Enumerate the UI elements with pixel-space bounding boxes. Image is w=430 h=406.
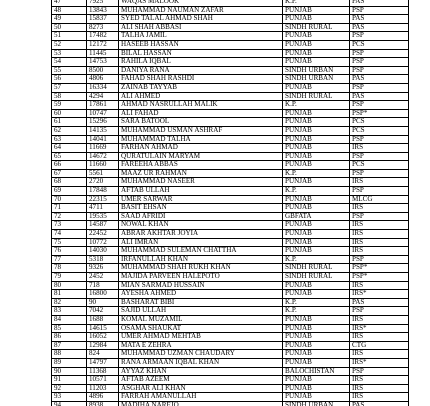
roll-number-cell: 14753 [87, 58, 119, 67]
candidate-name-cell: MAAZ UR RAHMAN [119, 169, 283, 178]
candidate-name-cell: UMER AHMAD MEHTAB [119, 333, 283, 342]
table-row [52, 144, 409, 153]
candidate-name-cell: ZAINAB TAYYAB [119, 83, 283, 92]
serial-number-cell: 57 [52, 83, 87, 92]
domicile-cell: SINDH URBAN [283, 401, 350, 406]
serial-number-cell: 88 [52, 350, 87, 359]
serial-number-cell: 63 [52, 135, 87, 144]
candidate-name-cell: MUHAMMAD SHAH RUKH KHAN [119, 264, 283, 273]
allocated-group-cell: PSP [350, 49, 409, 58]
table-row [52, 273, 409, 282]
candidate-name-cell: DANIYA RANA [119, 66, 283, 75]
allocated-group-cell: MLCG [350, 195, 409, 204]
table-row [52, 324, 409, 333]
allocated-group-cell: PSP [350, 212, 409, 221]
allocated-group-cell: IRS [350, 350, 409, 359]
candidate-name-cell: QURATULAIN MARYAM [119, 152, 283, 161]
table-row [52, 333, 409, 342]
roll-number-cell: 17482 [87, 32, 119, 41]
roll-number-cell: 4896 [87, 393, 119, 402]
table-row [52, 152, 409, 161]
roll-number-cell: 12172 [87, 40, 119, 49]
table-row [52, 376, 409, 385]
roll-number-cell: 17848 [87, 187, 119, 196]
allocated-group-cell: IRS [350, 247, 409, 256]
allocated-group-cell: IRS [350, 393, 409, 402]
allocated-group-cell: IRS [350, 178, 409, 187]
domicile-cell: PUNJAB [283, 135, 350, 144]
serial-number-cell: 50 [52, 23, 87, 32]
table-row [52, 6, 409, 15]
table-row [52, 401, 409, 406]
serial-number-cell: 80 [52, 281, 87, 290]
candidate-name-cell: SYED TALAL AHMAD SHAH [119, 15, 283, 24]
table-row [52, 384, 409, 393]
candidate-name-cell: SAAD AFRIDI [119, 212, 283, 221]
serial-number-cell: 83 [52, 307, 87, 316]
roll-number-cell: 14797 [87, 358, 119, 367]
roll-number-cell: 16052 [87, 333, 119, 342]
roll-number-cell: 2452 [87, 273, 119, 282]
table-row [52, 307, 409, 316]
table-row [52, 255, 409, 264]
domicile-cell: K.P. [283, 298, 350, 307]
domicile-cell: PUNJAB [283, 358, 350, 367]
table-row [52, 393, 409, 402]
domicile-cell: PUNJAB [283, 230, 350, 239]
allocated-group-cell: PSP [350, 135, 409, 144]
domicile-cell: PUNJAB [283, 32, 350, 41]
serial-number-cell: 93 [52, 393, 87, 402]
candidate-name-cell: ALI IMRAN [119, 238, 283, 247]
allocated-group-cell: IRS [350, 281, 409, 290]
roll-number-cell: 13843 [87, 6, 119, 15]
candidate-name-cell: RAHILA IQBAL [119, 58, 283, 67]
domicile-cell: K.P. [283, 307, 350, 316]
candidate-name-cell: MUHAMMAD SULEMAN CHATTHA [119, 247, 283, 256]
candidate-name-cell: AHMAD NASRULLAH MALIK [119, 101, 283, 110]
candidate-name-cell: IRFANULLAH KHAN [119, 255, 283, 264]
allocated-group-cell: PAS [350, 75, 409, 84]
roll-number-cell: 14030 [87, 247, 119, 256]
candidate-name-cell: AFTAB AZEEM [119, 376, 283, 385]
table-row [52, 264, 409, 273]
table-row [52, 49, 409, 58]
serial-number-cell: 86 [52, 333, 87, 342]
domicile-cell: PUNJAB [283, 83, 350, 92]
serial-number-cell: 52 [52, 40, 87, 49]
roll-number-cell: 824 [87, 350, 119, 359]
serial-number-cell: 90 [52, 367, 87, 376]
serial-number-cell: 73 [52, 221, 87, 230]
roll-number-cell: 2720 [87, 178, 119, 187]
roll-number-cell: 7042 [87, 307, 119, 316]
serial-number-cell: 71 [52, 204, 87, 213]
domicile-cell: K.P. [283, 255, 350, 264]
allocated-group-cell: IRS [350, 315, 409, 324]
allocated-group-cell: PCS [350, 40, 409, 49]
allocated-group-cell: PSP [350, 152, 409, 161]
table-row [52, 230, 409, 239]
domicile-cell: PUNJAB [283, 324, 350, 333]
roll-number-cell: 10747 [87, 109, 119, 118]
candidate-name-cell: MAJIDA PARVEEN HALEPOTO [119, 273, 283, 282]
allocated-group-cell: PSP [350, 307, 409, 316]
roll-number-cell: 11669 [87, 144, 119, 153]
candidate-name-cell: AYESHA AHMED [119, 290, 283, 299]
allocated-group-cell: PSP* [350, 109, 409, 118]
allocated-group-cell: IRS* [350, 290, 409, 299]
results-table [51, 0, 409, 406]
candidate-name-cell: BASHARAT BIBI [119, 298, 283, 307]
candidate-name-cell: MUHAMMAD NASEER [119, 178, 283, 187]
candidate-name-cell: SAJID ULLAH [119, 307, 283, 316]
serial-number-cell: 64 [52, 144, 87, 153]
serial-number-cell: 79 [52, 273, 87, 282]
allocated-group-cell: PCS [350, 118, 409, 127]
domicile-cell: K.P. [283, 169, 350, 178]
domicile-cell: SINDH RURAL [283, 273, 350, 282]
candidate-name-cell: OSAMA SHAUKAT [119, 324, 283, 333]
serial-number-cell: 55 [52, 66, 87, 75]
table-row [52, 135, 409, 144]
candidate-name-cell: ABRAR AKHTAR JOYIA [119, 230, 283, 239]
serial-number-cell: 78 [52, 264, 87, 273]
domicile-cell: PUNJAB [283, 341, 350, 350]
roll-number-cell: 16800 [87, 290, 119, 299]
allocated-group-cell: IRS* [350, 324, 409, 333]
candidate-name-cell: FARHAN AHMAD [119, 144, 283, 153]
results-table-body [52, 0, 409, 406]
serial-number-cell: 65 [52, 152, 87, 161]
table-row [52, 187, 409, 196]
serial-number-cell: 75 [52, 238, 87, 247]
table-row [52, 315, 409, 324]
domicile-cell: PUNJAB [283, 384, 350, 393]
serial-number-cell: 67 [52, 169, 87, 178]
allocated-group-cell: PSP [350, 101, 409, 110]
candidate-name-cell: AFTAB ULLAH [119, 187, 283, 196]
allocated-group-cell: PSP* [350, 273, 409, 282]
domicile-cell: SINDH RURAL [283, 92, 350, 101]
roll-number-cell: 9326 [87, 264, 119, 273]
table-row [52, 66, 409, 75]
roll-number-cell: 11203 [87, 384, 119, 393]
serial-number-cell: 94 [52, 401, 87, 406]
serial-number-cell: 62 [52, 126, 87, 135]
serial-number-cell: 72 [52, 212, 87, 221]
candidate-name-cell: TALHA JAMIL [119, 32, 283, 41]
allocated-group-cell: IRS [350, 230, 409, 239]
table-row [52, 178, 409, 187]
candidate-name-cell: NOWAL KHAN [119, 221, 283, 230]
table-row [52, 238, 409, 247]
allocated-group-cell: PSP [350, 83, 409, 92]
allocated-group-cell: IRS [350, 144, 409, 153]
serial-number-cell: 91 [52, 376, 87, 385]
roll-number-cell: 90 [87, 298, 119, 307]
domicile-cell: PUNJAB [283, 333, 350, 342]
serial-number-cell: 58 [52, 92, 87, 101]
candidate-name-cell: FAREEHA ABBAS [119, 161, 283, 170]
serial-number-cell: 69 [52, 187, 87, 196]
allocated-group-cell: PSP [350, 187, 409, 196]
candidate-name-cell: MUHAMMAD USMAN ASHRAF [119, 126, 283, 135]
domicile-cell: PUNJAB [283, 152, 350, 161]
table-row [52, 40, 409, 49]
domicile-cell: PUNJAB [283, 40, 350, 49]
domicile-cell: PUNJAB [283, 109, 350, 118]
roll-number-cell: 8938 [87, 401, 119, 406]
domicile-cell: PUNJAB [283, 238, 350, 247]
allocated-group-cell: IRS [350, 221, 409, 230]
table-row [52, 221, 409, 230]
roll-number-cell: 22452 [87, 230, 119, 239]
serial-number-cell: 53 [52, 49, 87, 58]
domicile-cell: K.P. [283, 187, 350, 196]
domicile-cell: SINDH RURAL [283, 23, 350, 32]
allocated-group-cell: IRS [350, 384, 409, 393]
allocated-group-cell: PAS [350, 401, 409, 406]
candidate-name-cell: WAQAS MALOOK [119, 0, 283, 6]
candidate-name-cell: FAHAD SHAH RASHDI [119, 75, 283, 84]
roll-number-cell: 5318 [87, 255, 119, 264]
allocated-group-cell: IRS [350, 238, 409, 247]
roll-number-cell: 10772 [87, 238, 119, 247]
table-row [52, 92, 409, 101]
serial-number-cell: 87 [52, 341, 87, 350]
domicile-cell: PUNJAB [283, 144, 350, 153]
allocated-group-cell: IRS [350, 204, 409, 213]
roll-number-cell: 4294 [87, 92, 119, 101]
domicile-cell: K.P. [283, 0, 350, 6]
serial-number-cell: 68 [52, 178, 87, 187]
candidate-name-cell: MATA E ZEHRA [119, 341, 283, 350]
table-row [52, 298, 409, 307]
allocated-group-cell: PSP [350, 6, 409, 15]
allocated-group-cell: PCS [350, 126, 409, 135]
roll-number-cell: 14587 [87, 221, 119, 230]
domicile-cell: PUNJAB [283, 178, 350, 187]
allocated-group-cell: PCS [350, 161, 409, 170]
serial-number-cell: 82 [52, 298, 87, 307]
allocated-group-cell: CTG [350, 341, 409, 350]
roll-number-cell: 17861 [87, 101, 119, 110]
serial-number-cell: 66 [52, 161, 87, 170]
allocated-group-cell: IRS* [350, 358, 409, 367]
domicile-cell: PUNJAB [283, 195, 350, 204]
serial-number-cell: 51 [52, 32, 87, 41]
roll-number-cell: 10571 [87, 376, 119, 385]
table-row [52, 195, 409, 204]
domicile-cell: PUNJAB [283, 58, 350, 67]
serial-number-cell: 59 [52, 101, 87, 110]
domicile-cell: PUNJAB [283, 161, 350, 170]
domicile-cell: PUNJAB [283, 350, 350, 359]
roll-number-cell: 15296 [87, 118, 119, 127]
domicile-cell: K.P. [283, 101, 350, 110]
table-row [52, 204, 409, 213]
table-row [52, 32, 409, 41]
serial-number-cell: 61 [52, 118, 87, 127]
serial-number-cell: 74 [52, 230, 87, 239]
table-row [52, 58, 409, 67]
domicile-cell: SINDH URBAN [283, 66, 350, 75]
domicile-cell: GBFATA [283, 212, 350, 221]
table-row [52, 161, 409, 170]
candidate-name-cell: AYYAZ KHAN [119, 367, 283, 376]
table-row [52, 101, 409, 110]
candidate-name-cell: ALI AHMED [119, 92, 283, 101]
roll-number-cell: 4711 [87, 204, 119, 213]
allocated-group-cell: PSP [350, 32, 409, 41]
domicile-cell: BALOCHISTAN [283, 367, 350, 376]
roll-number-cell: 16334 [87, 83, 119, 92]
domicile-cell: PUNJAB [283, 118, 350, 127]
allocated-group-cell: PSP [350, 255, 409, 264]
candidate-name-cell: ALI FAHAD [119, 109, 283, 118]
roll-number-cell: 11660 [87, 161, 119, 170]
roll-number-cell: 11445 [87, 49, 119, 58]
candidate-name-cell: SARA BATOOL [119, 118, 283, 127]
domicile-cell: PUNJAB [283, 6, 350, 15]
roll-number-cell: 5561 [87, 169, 119, 178]
candidate-name-cell: MUHAMMAD TALHA [119, 135, 283, 144]
table-row [52, 358, 409, 367]
table-row [52, 290, 409, 299]
candidate-name-cell: HASEEB HASSAN [119, 40, 283, 49]
allocated-group-cell: PAS [350, 23, 409, 32]
roll-number-cell: 22315 [87, 195, 119, 204]
allocated-group-cell: PAS [350, 0, 409, 6]
serial-number-cell: 56 [52, 75, 87, 84]
table-row [52, 126, 409, 135]
serial-number-cell: 49 [52, 15, 87, 24]
serial-number-cell: 54 [52, 58, 87, 67]
allocated-group-cell: PAS [350, 92, 409, 101]
roll-number-cell: 4806 [87, 75, 119, 84]
domicile-cell: PUNJAB [283, 315, 350, 324]
roll-number-cell: 14615 [87, 324, 119, 333]
roll-number-cell: 14041 [87, 135, 119, 144]
candidate-name-cell: BILAL HASSAN [119, 49, 283, 58]
allocated-group-cell: PSP [350, 66, 409, 75]
allocated-group-cell: PSP [350, 367, 409, 376]
roll-number-cell: 7925 [87, 0, 119, 6]
table-row [52, 341, 409, 350]
candidate-name-cell: MADIHA NAREJO [119, 401, 283, 406]
domicile-cell: PUNJAB [283, 204, 350, 213]
domicile-cell: PUNJAB [283, 126, 350, 135]
table-row [52, 83, 409, 92]
domicile-cell: SINDH URBAN [283, 75, 350, 84]
table-row [52, 109, 409, 118]
roll-number-cell: 8273 [87, 23, 119, 32]
roll-number-cell: 12984 [87, 341, 119, 350]
serial-number-cell: 48 [52, 6, 87, 15]
domicile-cell: PUNJAB [283, 221, 350, 230]
table-row [52, 15, 409, 24]
allocated-group-cell: PSP [350, 169, 409, 178]
candidate-name-cell: ALI SHAH ABBASI [119, 23, 283, 32]
candidate-name-cell: MUHAMMAD UZMAN CHAUDARY [119, 350, 283, 359]
domicile-cell: SINDH RURAL [283, 264, 350, 273]
roll-number-cell: 718 [87, 281, 119, 290]
serial-number-cell: 76 [52, 247, 87, 256]
candidate-name-cell: FARRAH AMANULLAH [119, 393, 283, 402]
allocated-group-cell: PAS [350, 15, 409, 24]
candidate-name-cell: MUHAMMAD NAUMAN ZAFAR [119, 6, 283, 15]
candidate-name-cell: UMER SARWAR [119, 195, 283, 204]
allocated-group-cell: PSP [350, 58, 409, 67]
candidate-name-cell: RANA ARMAAN IQBAL KHAN [119, 358, 283, 367]
domicile-cell: PUNJAB [283, 393, 350, 402]
table-row [52, 118, 409, 127]
serial-number-cell: 89 [52, 358, 87, 367]
allocated-group-cell: IRS [350, 376, 409, 385]
roll-number-cell: 14672 [87, 152, 119, 161]
allocated-group-cell: PSP* [350, 264, 409, 273]
serial-number-cell: 92 [52, 384, 87, 393]
serial-number-cell: 60 [52, 109, 87, 118]
allocated-group-cell: PAS [350, 298, 409, 307]
candidate-name-cell: MIAN SARMAD HUSSAIN [119, 281, 283, 290]
table-row [52, 23, 409, 32]
table-row [52, 281, 409, 290]
domicile-cell: PUNJAB [283, 15, 350, 24]
candidate-name-cell: BASIT EHSAN [119, 204, 283, 213]
roll-number-cell: 15837 [87, 15, 119, 24]
table-row [52, 169, 409, 178]
domicile-cell: PUNJAB [283, 290, 350, 299]
domicile-cell: PUNJAB [283, 247, 350, 256]
table-row [52, 212, 409, 221]
domicile-cell: PUNJAB [283, 281, 350, 290]
serial-number-cell: 85 [52, 324, 87, 333]
table-row [52, 247, 409, 256]
table-row [52, 367, 409, 376]
roll-number-cell: 8500 [87, 66, 119, 75]
serial-number-cell: 47 [52, 0, 87, 6]
roll-number-cell: 11368 [87, 367, 119, 376]
domicile-cell: PUNJAB [283, 376, 350, 385]
roll-number-cell: 14135 [87, 126, 119, 135]
domicile-cell: PUNJAB [283, 49, 350, 58]
serial-number-cell: 84 [52, 315, 87, 324]
serial-number-cell: 77 [52, 255, 87, 264]
serial-number-cell: 70 [52, 195, 87, 204]
candidate-name-cell: KOMAL MUZAMIL [119, 315, 283, 324]
candidate-name-cell: ASGHAR ALI KHAN [119, 384, 283, 393]
table-row [52, 350, 409, 359]
serial-number-cell: 81 [52, 290, 87, 299]
roll-number-cell: 19535 [87, 212, 119, 221]
allocated-group-cell: IRS [350, 333, 409, 342]
roll-number-cell: 1688 [87, 315, 119, 324]
table-row [52, 75, 409, 84]
